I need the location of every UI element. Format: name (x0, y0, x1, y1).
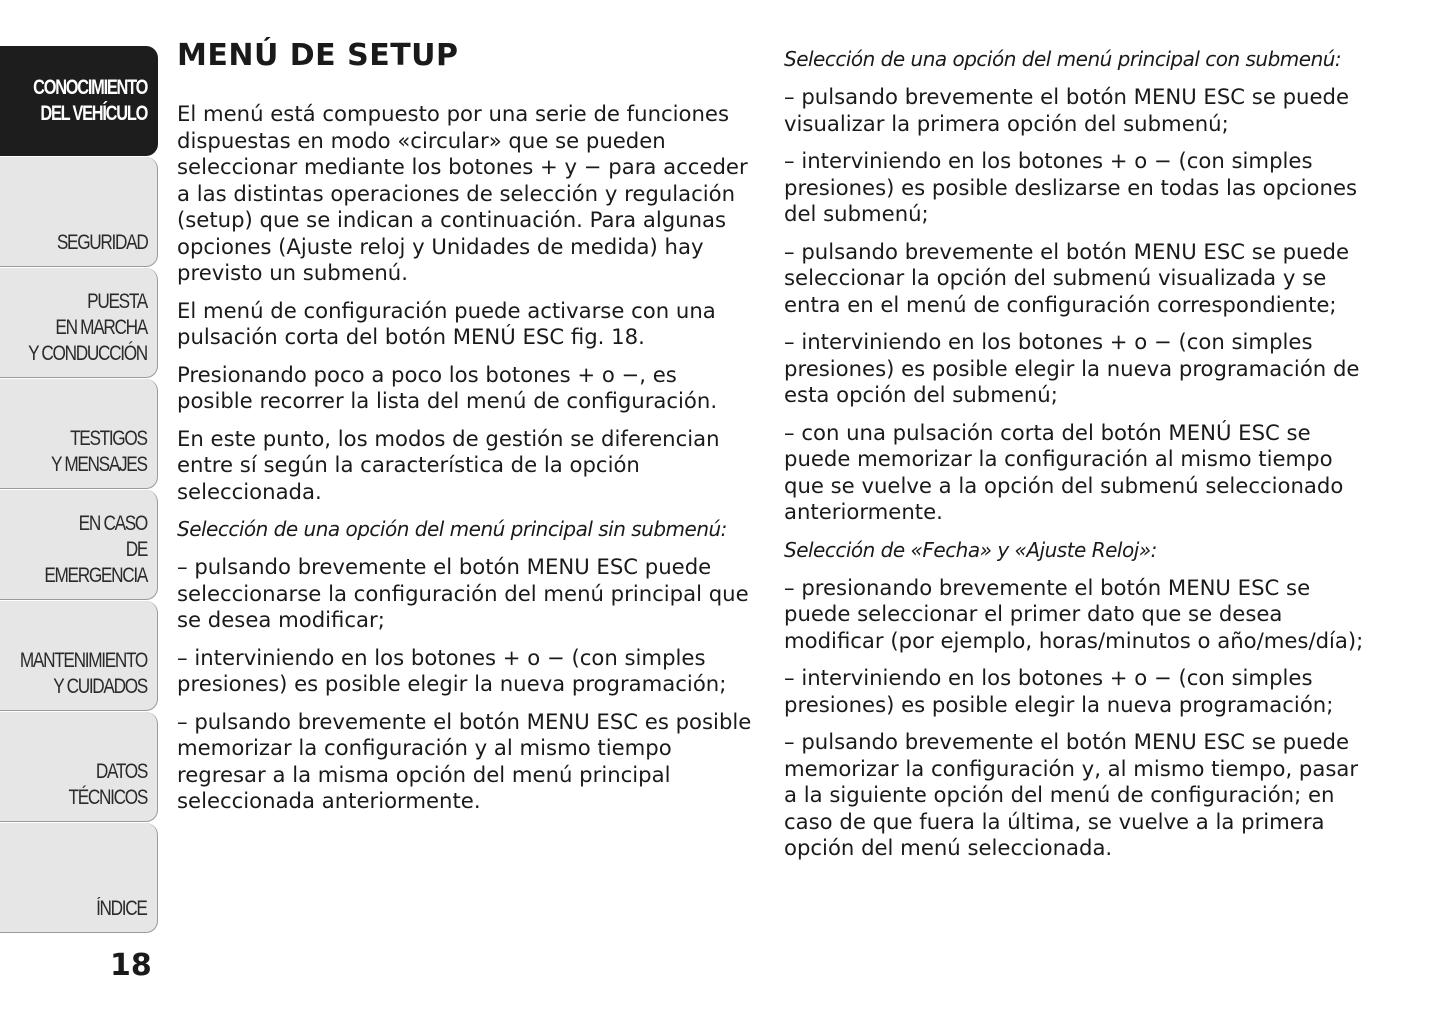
left-column (177, 38, 757, 826)
tab-label: SEGURIDAD (56, 231, 147, 254)
tab-puesta-en-marcha[interactable] (0, 268, 158, 378)
list-item: – con una pulsación corta del botón MENÚ ESC se puede memorizar la configuración al mismo tiempo que se vuelve a la opción del submenú seleccionado anteriormente. (784, 419, 1344, 524)
list-item: – pulsando brevemente el botón MENU ESC puede seleccionarse la configuración del menú principal que se desea modificar; (177, 554, 749, 632)
subheading: Selección de una opción del menú principal sin submenú: (177, 517, 727, 541)
paragraph: En este punto, los modos de gestión se diferencian entre sí según la característica de la opción seleccionada. (177, 425, 720, 504)
list-item: – interviniendo en los botones + o − (con simples presiones) es posible deslizarse en todas las opciones del submenú; (784, 148, 1358, 226)
tab-label: MANTENIMIENTO Y CUIDADOS (19, 649, 147, 698)
chapter-tabs (0, 46, 158, 934)
tab-indice[interactable] (0, 823, 158, 933)
list-item: – pulsando brevemente el botón MENU ESC se puede seleccionar la opción del submenú visualizada y se entra en el menú de configuración correspondiente; (784, 238, 1350, 317)
list-item: – pulsando brevemente el botón MENU ESC es posible memorizar la configuración y al mismo tiempo regresar a la misma opción del menú principal seleccionada anteriormente. (177, 708, 752, 813)
list-item: – interviniendo en los botones + o − (con simples presiones) es posible elegir la nueva programación; (177, 644, 727, 696)
paragraph: El menú de configuración puede activarse con una pulsación corta del botón MENÚ ESC fig. 18. (177, 297, 716, 349)
tab-datos-tecnicos[interactable] (0, 712, 158, 822)
right-column (784, 46, 1364, 873)
list-item: – pulsando brevemente el botón MENU ESC se puede memorizar la configuración y, al mismo tiempo, pasar a la siguiente opción del menú de configuración; en caso de que fuera la última, se vuelve a la primera opción del menú seleccionada. (784, 729, 1359, 860)
page-title: MENÚ DE SETUP (177, 38, 459, 73)
tab-label: CONOCIMIENTO DEL VEHÍCULO (33, 75, 147, 125)
tab-conocimiento-del-vehiculo[interactable] (0, 46, 158, 156)
subheading: Selección de «Fecha» y «Ajuste Reloj»: (784, 537, 1157, 562)
tab-label: ÍNDICE (96, 897, 147, 920)
tab-en-caso-de-emergencia[interactable] (0, 490, 158, 600)
page-number: 18 (110, 948, 152, 983)
paragraph: Presionando poco a poco los botones + o −, es posible recorrer la lista del menú de configuración. (177, 361, 718, 413)
tab-seguridad[interactable] (0, 157, 158, 267)
tab-label: EN CASO DE EMERGENCIA (44, 512, 147, 587)
tab-label: TESTIGOS Y MENSAJES (51, 427, 147, 476)
list-item: – interviniendo en los botones + o − (con simples presiones) es posible elegir la nueva programación; (784, 665, 1334, 717)
tab-mantenimiento-y-cuidados[interactable] (0, 601, 158, 711)
tab-testigos-y-mensajes[interactable] (0, 379, 158, 489)
list-item: – pulsando brevemente el botón MENU ESC se puede visualizar la primera opción del submenú; (784, 84, 1350, 136)
tab-label: PUESTA EN MARCHA Y CONDUCCIÓN (28, 290, 147, 365)
paragraph: El menú está compuesto por una serie de funciones dispuestas en modo «circular» que se pueden seleccionar mediante los botones + y − para acceder a las distintas operaciones de selección y regulación (setup) que se indican a continuación. Para algunas opciones (Ajuste reloj y Unidades de medida) hay previsto un submenú. (177, 101, 748, 285)
list-item: – presionando brevemente el botón MENU ESC se puede seleccionar el primer dato que se desea modificar (por ejemplo, horas/minutos o año/mes/día); (784, 574, 1364, 653)
subheading: Selección de una opción del menú principal con submenú: (784, 47, 1342, 71)
tab-label: DATOS TÉCNICOS (68, 760, 147, 809)
list-item: – interviniendo en los botones + o − (con simples presiones) es posible elegir la nueva programación de esta opción del submenú; (784, 329, 1360, 407)
